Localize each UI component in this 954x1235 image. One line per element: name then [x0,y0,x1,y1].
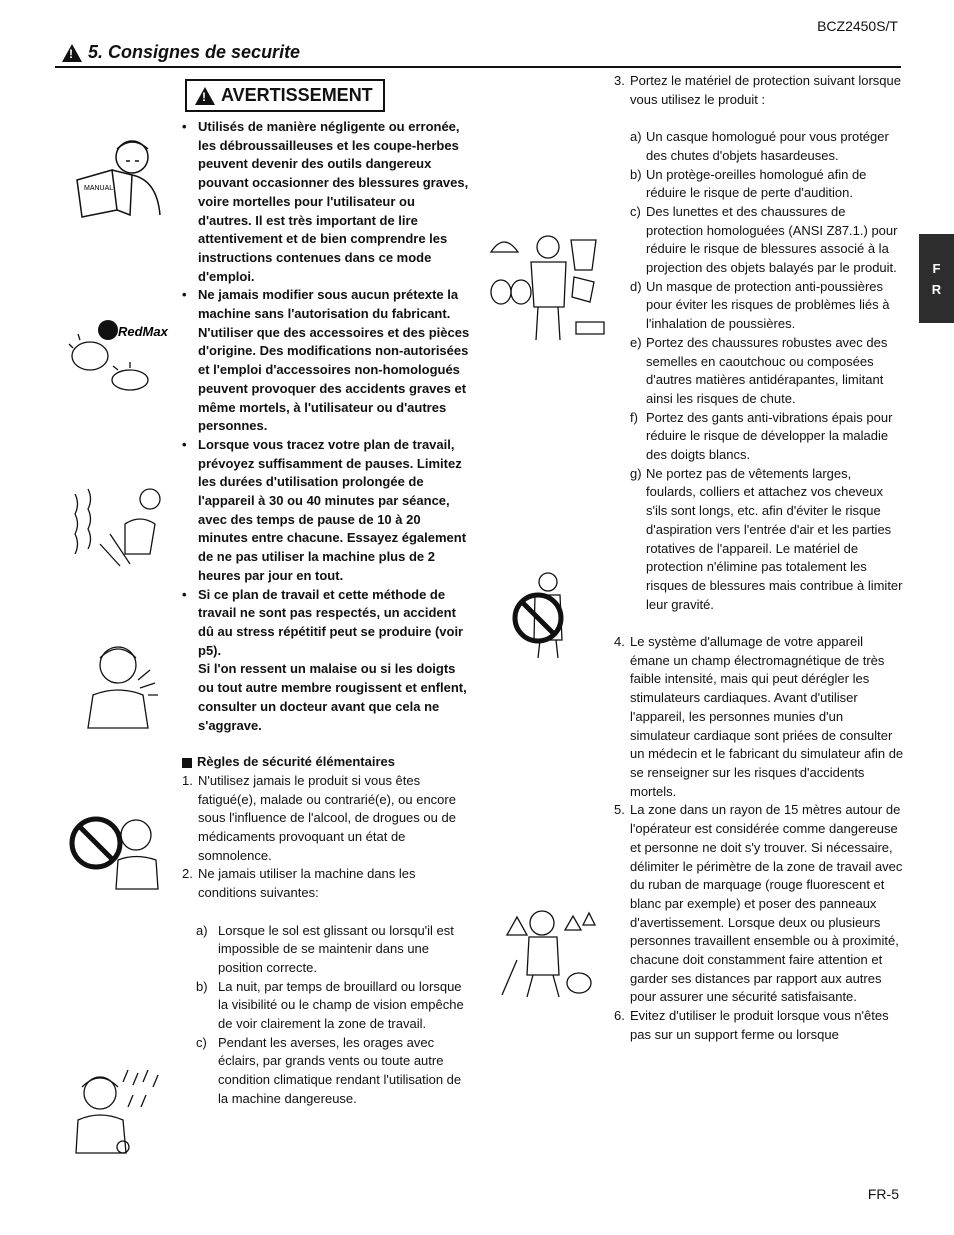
work-zone-illustration [497,905,597,1000]
item-label: c) [196,1034,207,1050]
rule-5 [614,801,904,1007]
rule-6 [614,1007,904,1044]
right-column [614,72,904,1045]
item-label: a) [630,129,642,145]
rule-4 [614,633,904,801]
item-text: Portez des chaussures robustes avec des semelles en caoutchouc ou composées d'autres matières antidérapantes, limitant ainsi les risques de chute. [646,334,888,406]
rule-text: La zone dans un rayon de 15 mètres autour de l'opérateur est considérée comme dangereuse et personne ne doit s'y trouver. Si nécessaire, délimiter le périmètre de la zone de travail avec du ruban de marquage (rouge fluorescent et blanc par exemple) et poser des panneaux d'avertissement. Lorsque deux ou plusieurs personnes travaillent ensemble ou à proximité, chacune doit constamment faire attention et garder ses distances par rapport aux autres pour assurer une sécurité satisfaisante. [630,802,903,1005]
equipment-item [630,203,904,278]
condition-item [182,1034,472,1109]
redmax-logo-text: RedMax [118,324,168,339]
rule-number: 2. [182,866,193,882]
condition-item [182,922,472,978]
rule-text: Le système d'allumage de votre appareil émane un champ électromagnétique de très faible intensité, mais qui peut dérégler les stimulateurs cardiaques. Avant d'utiliser l'appareil, les personnes munies d'un simulateur cardiaque sont priées de consulter un médecin et le fabricant du simulateur afin de se renseigner sur les risques d'accidents mortels. [630,634,904,799]
equipment-item [630,128,904,165]
rule-3 [614,72,904,109]
protective-equipment-illustration [486,232,611,347]
title-rule [55,66,901,68]
reading-manual-illustration [72,135,167,220]
item-label: f) [630,409,638,425]
rule-number: 6. [614,1008,625,1024]
equipment-item [630,166,904,203]
item-label: d) [630,278,642,294]
no-alcohol-prohibition-illustration [68,805,168,890]
item-text: Pendant les averses, les orages avec éclairs, par grands vents ou toute autre condition climatique rendant l'utilisation de la machine dangereuse. [218,1034,462,1106]
painful-hands-illustration [78,640,168,730]
rule-text: Portez le matériel de protection suivant lorsque vous utilisez le produit : [630,73,901,107]
rules-heading-text: Règles de sécurité élémentaires [197,754,395,770]
item-text: La nuit, par temps de brouillard ou lorsque la visibilité ou le champ de vision empêche de voir clairement la zone de travail. [218,978,464,1032]
rule-number: 1. [182,772,193,788]
condition-item [182,978,472,1034]
warning-triangle-icon [62,44,82,62]
warning-label: AVERTISSEMENT [221,85,373,105]
language-tab [919,234,954,323]
no-loose-clothing-prohibition-illustration [510,570,585,660]
item-label: a) [196,922,208,938]
equipment-item [630,409,904,465]
rule-1 [182,772,472,866]
redmax-logo-illustration [68,308,178,393]
language-tab-letter: R [931,281,942,297]
warning-bullet: • Lorsque vous tracez votre plan de travail, prévoyez suffisamment de pauses. Limitez les durées d'utilisation prolongée de l'appareil à 30 ou 40 minutes par séance, avec des temps de pause de 10 à 20 minutes entre chacune. Essayez également de ne pas utiliser la machine plus de 2 heures par jour en tout. [182,436,472,586]
equipment-item [630,334,904,409]
language-tab-letter: F [932,260,941,276]
item-text: Ne portez pas de vêtements larges, foulards, colliers et attachez vos cheveux s'ils sont longs, etc. afin d'éviter le risque d'aspiration vers l'entrée d'air et les parties rotatives de l'appareil. Le matériel de protection n'élimine pas totalement les risques de blessures mais contribue à limiter leur gravité. [646,465,903,612]
rule-number: 5. [614,802,625,818]
item-text: Des lunettes et des chaussures de protection homologuées (ANSI Z87.1.) pour réduire le risque de blessures associé à la projection des objets balayés par le produit. [646,203,898,276]
warning-box [185,79,385,112]
rule-text: N'utilisez jamais le produit si vous êtes fatigué(e), malade ou contrarié(e), ou encore sous l'influence de l'alcool, de drogues ou de médicaments provoquant un état de somnolence. [198,772,456,863]
item-label: e) [630,334,642,350]
storm-weather-illustration [68,1065,168,1155]
rule-number: 4. [614,634,625,650]
warning-triangle-icon [195,87,215,105]
model-number: BCZ2450S/T [817,18,898,34]
item-label: b) [630,166,642,182]
rule-number: 3. [614,73,625,88]
warning-bullet: • Ne jamais modifier sous aucun prétexte la machine sans l'autorisation du fabricant. N'utiliser que des accessoires et des pièces d'origine. Des modifications non-autorisées et l'emploi d'accessoires non-homologués peuvent provoquer des accidents graves et même mortels, à l'utilisateur ou d'autres personnes. [182,286,472,436]
rule-2 [182,865,472,902]
page-number: FR-5 [867,1186,899,1202]
item-text: Lorsque le sol est glissant ou lorsqu'il est impossible de se maintenir dans une position correcte. [218,922,454,975]
square-bullet-icon [182,758,192,768]
item-text: Un protège-oreilles homologué afin de réduire le risque de perte d'audition. [646,166,867,201]
svg-text:MANUAL: MANUAL [84,185,114,192]
warning-bullet-followup: Si l'on ressent un malaise ou si les doigts ou tout autre membre rougissent et enflent, consulter un docteur avant que cela ne s'aggrave. [198,661,467,733]
warning-bullet-text: • Si ce plan de travail et cette méthode de travail ne sont pas respectés, un accident dû au stress répétitif peut se produire (voir p5). [198,586,464,658]
item-label: c) [630,203,641,219]
item-label: g) [630,465,642,481]
item-text: Un masque de protection anti-poussières pour éviter les risques de problèmes liés à l'inhalation de poussières. [646,278,890,332]
left-column [182,118,472,1109]
equipment-item [630,465,904,615]
item-label: b) [196,978,208,994]
warning-bullet [182,586,472,736]
warning-bullet: • Utilisés de manière négligente ou erronée, les débroussailleuses et les coupe-herbes peuvent devenir des outils dangereux pouvant occasionner des blessures graves, voire mortelles pour l'utilisateur ou d'autres. Il est très important de lire attentivement et de bien comprendre les instructions contenues dans ce mode d'emploi. [182,118,472,286]
resting-worker-illustration [70,484,165,569]
rules-heading [182,753,472,772]
rule-text: Ne jamais utiliser la machine dans les conditions suivantes: [198,866,416,901]
item-text: Un casque homologué pour vous protéger des chutes d'objets hasardeuses. [646,129,889,163]
equipment-item [630,278,904,334]
section-title-text: 5. Consignes de securite [88,42,301,62]
rule-text: Evitez d'utiliser le produit lorsque vous n'êtes pas sur un support ferme ou lorsque [630,1008,889,1042]
item-text: Portez des gants anti-vibrations épais pour réduire le risque de développer la maladie des doigts blancs. [646,409,893,463]
section-title [62,42,300,63]
